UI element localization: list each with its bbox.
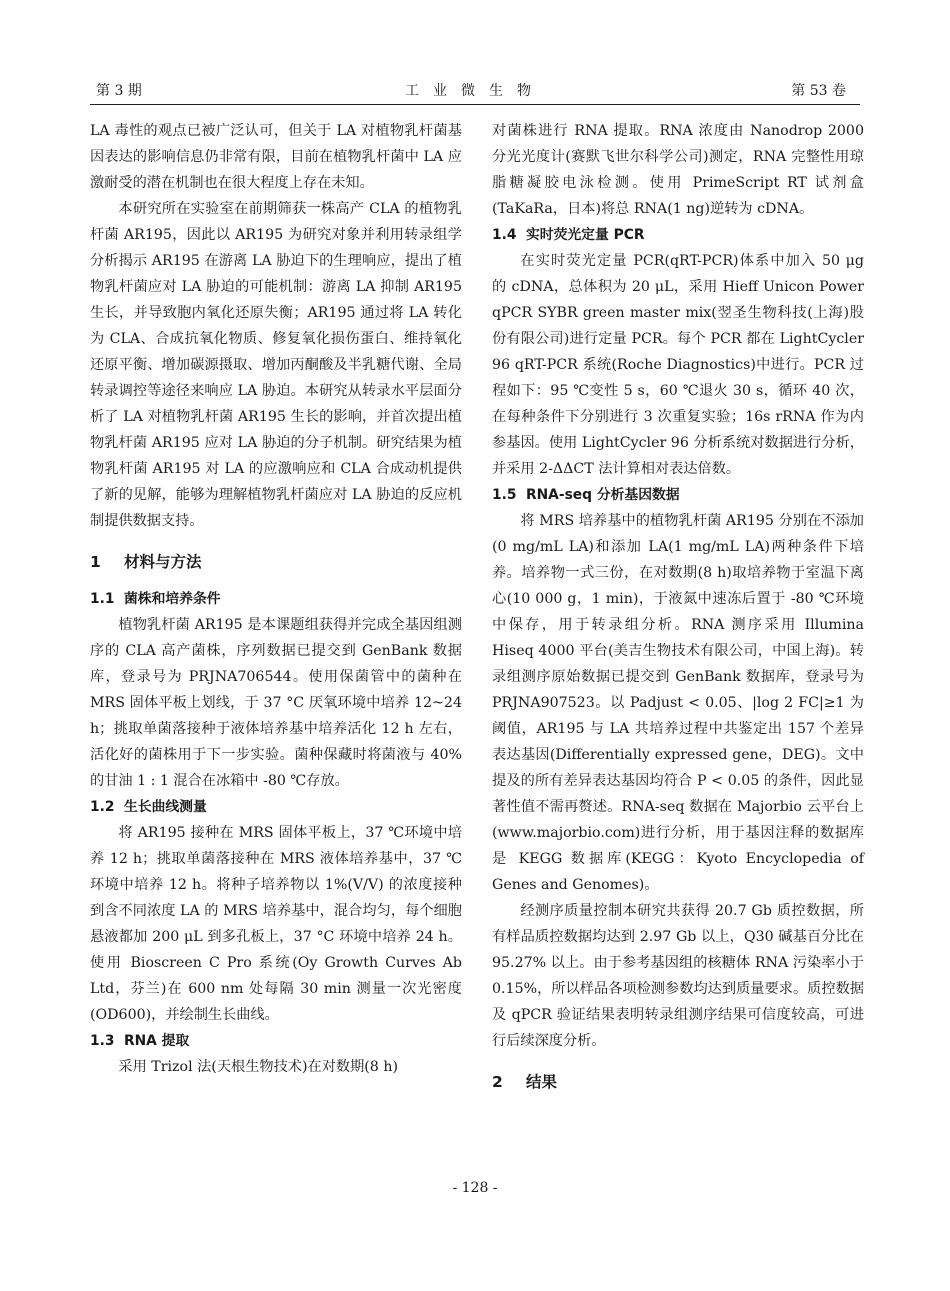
section-heading-1-5: 1.5 RNA-seq 分析基因数据: [492, 487, 680, 503]
paragraph: 对菌株进行 RNA 提取。RNA 浓度由 Nanodrop 2000 分光光度计(赛默飞世尔科学公司)测定，RNA 完整性用琼脂糖凝胶电泳检测。使用 PrimeScript RT 试剂盒(TaKaRa，日本)将总 RNA(1 ng)逆转为 cDNA。: [492, 123, 864, 217]
paragraph: 植物乳杆菌 AR195 是本课题组获得并完成全基因组测序的 CLA 高产菌株，序列数据已提交到 GenBank 数据库，登录号为 PRJNA706544。使用保菌管中的菌种在 MRS 固体平板上划线，于 37 °C 厌氧环境中培养 12~24 h；挑取单菌落接种于液体培养基中培养活化 12 h 左右，活化好的菌株用于下一步实验。菌种保藏时将菌液与 40% 的甘油 1 : 1 混合在冰箱中 -80 ℃存放。: [90, 617, 462, 789]
paragraph: 在实时荧光定量 PCR(qRT-PCR)体系中加入 50 μg 的 cDNA，总体积为 20 μL，采用 Hieff Unicon Power qPCR SYBR green master mix(翌圣生物科技(上海)股份有限公司)进行定量 PCR。每个 PCR 都在 LightCycler 96 qRT-PCR 系统(Roche Diagnostics)中进行。PCR 过程如下：95 ℃变性 5 s，60 ℃退火 30 s，循环 40 次，在每种条件下分别进行 3 次重复实验；16s rRNA 作为内参基因。使用 LightCycler 96 分析系统对数据进行分析，并采用 2-ΔΔCT 法计算相对表达倍数。: [492, 253, 864, 477]
journal-title: 工业微生物: [405, 83, 545, 99]
volume-number: 第 53 卷: [791, 83, 846, 99]
left-column: [90, 118, 462, 1080]
paragraph: 将 AR195 接种在 MRS 固体平板上，37 ℃环境中培养 12 h；挑取单菌落接种在 MRS 液体培养基中，37 ℃环境中培养 12 h。将种子培养物以 1%(V/V) 的浓度接种到含不同浓度 LA 的 MRS 培养基中，混合均匀，每个细胞悬液都加 200 μL 到多孔板上，37 °C 环境中培养 24 h。使用 Bioscreen C Pro 系统(Oy Growth Curves Ab Ltd，芬兰)在 600 nm 处每隔 30 min 测量一次光密度(OD600)，并绘制生长曲线。: [90, 825, 462, 1023]
section-heading-1-2: 1.2 生长曲线测量: [90, 799, 207, 815]
section-heading-1-4: 1.4 实时荧光定量 PCR: [492, 227, 645, 243]
section-heading-1: 1 材料与方法: [90, 553, 202, 571]
section-heading-2: 2 结果: [492, 1073, 558, 1091]
paragraph: 将 MRS 培养基中的植物乳杆菌 AR195 分别在不添加(0 mg/mL LA)和添加 LA(1 mg/mL LA)两种条件下培养。培养物一式三份，在对数期(8 h)取培养物于室温下离心(10 000 g，1 min)，于液氮中速冻后置于 -80 ℃环境中保存，用于转录组分析。RNA 测序采用 Illumina Hiseq 4000 平台(美吉生物技术有限公司，中国上海)。转录组测序原始数据已提交到 GenBank 数据库，登录号为 PRJNA907523。以 Padjust < 0.05、|log 2 FC|≥1 为阈值，AR195 与 LA 共培养过程中共鉴定出 157 个差异表达基因(Differentially expressed gene，DEG)。文中提及的所有差异表达基因均符合 P < 0.05 的条件，因此显著性值不需再赘述。RNA-seq 数据在 Majorbio 云平台上(www.majorbio.com)进行分析，用于基因注释的数据库是 KEGG 数据库(KEGG：Kyoto Encyclopedia of Genes and Genomes)。: [492, 513, 864, 893]
section-heading-1-1: 1.1 菌株和培养条件: [90, 591, 221, 607]
paragraph: 本研究所在实验室在前期筛获一株高产 CLA 的植物乳杆菌 AR195，因此以 AR195 为研究对象并利用转录组学分析揭示 AR195 在游离 LA 胁迫下的生理响应，提出了植物乳杆菌应对 LA 胁迫的可能机制：游离 LA 抑制 AR195 生长，并导致胞内氧化还原失衡；AR195 通过将 LA 转化为 CLA、合成抗氧化物质、修复氧化损伤蛋白、维持氧化还原平衡、增加碳源摄取、增加丙酮酸及半乳糖代谢、全局转录调控等途径来响应 LA 胁迫。本研究从转录水平层面分析了 LA 对植物乳杆菌 AR195 生长的影响，并首次提出植物乳杆菌 AR195 应对 LA 胁迫的分子机制。研究结果为植物乳杆菌 AR195 对 LA 的应激响应和 CLA 合成动机提供了新的见解，能够为理解植物乳杆菌应对 LA 胁迫的反应机制提供数据支持。: [90, 201, 462, 529]
header-rule: [90, 104, 860, 105]
running-header: [90, 80, 860, 104]
paragraph: LA 毒性的观点已被广泛认可，但关于 LA 对植物乳杆菌基因表达的影响信息仍非常有限，目前在植物乳杆菌中 LA 应激耐受的潜在机制也在很大程度上存在未知。: [90, 123, 462, 191]
page-number: - 128 -: [452, 1180, 498, 1196]
paragraph: 采用 Trizol 法(天根生物技术)在对数期(8 h): [118, 1059, 398, 1075]
right-column: [492, 118, 864, 1106]
paragraph: 经测序质量控制本研究共获得 20.7 Gb 质控数据，所有样品质控数据均达到 2.97 Gb 以上，Q30 碱基百分比在 95.27% 以上。由于参考基因组的核糖体 RNA 污染率小于 0.15%，所以样品各项检测参数均达到质量要求。质控数据及 qPCR 验证结果表明转录组测序结果可信度较高，可进行后续深度分析。: [492, 903, 864, 1049]
issue-number: 第 3 期: [96, 83, 142, 99]
section-heading-1-3: 1.3 RNA 提取: [90, 1033, 190, 1049]
